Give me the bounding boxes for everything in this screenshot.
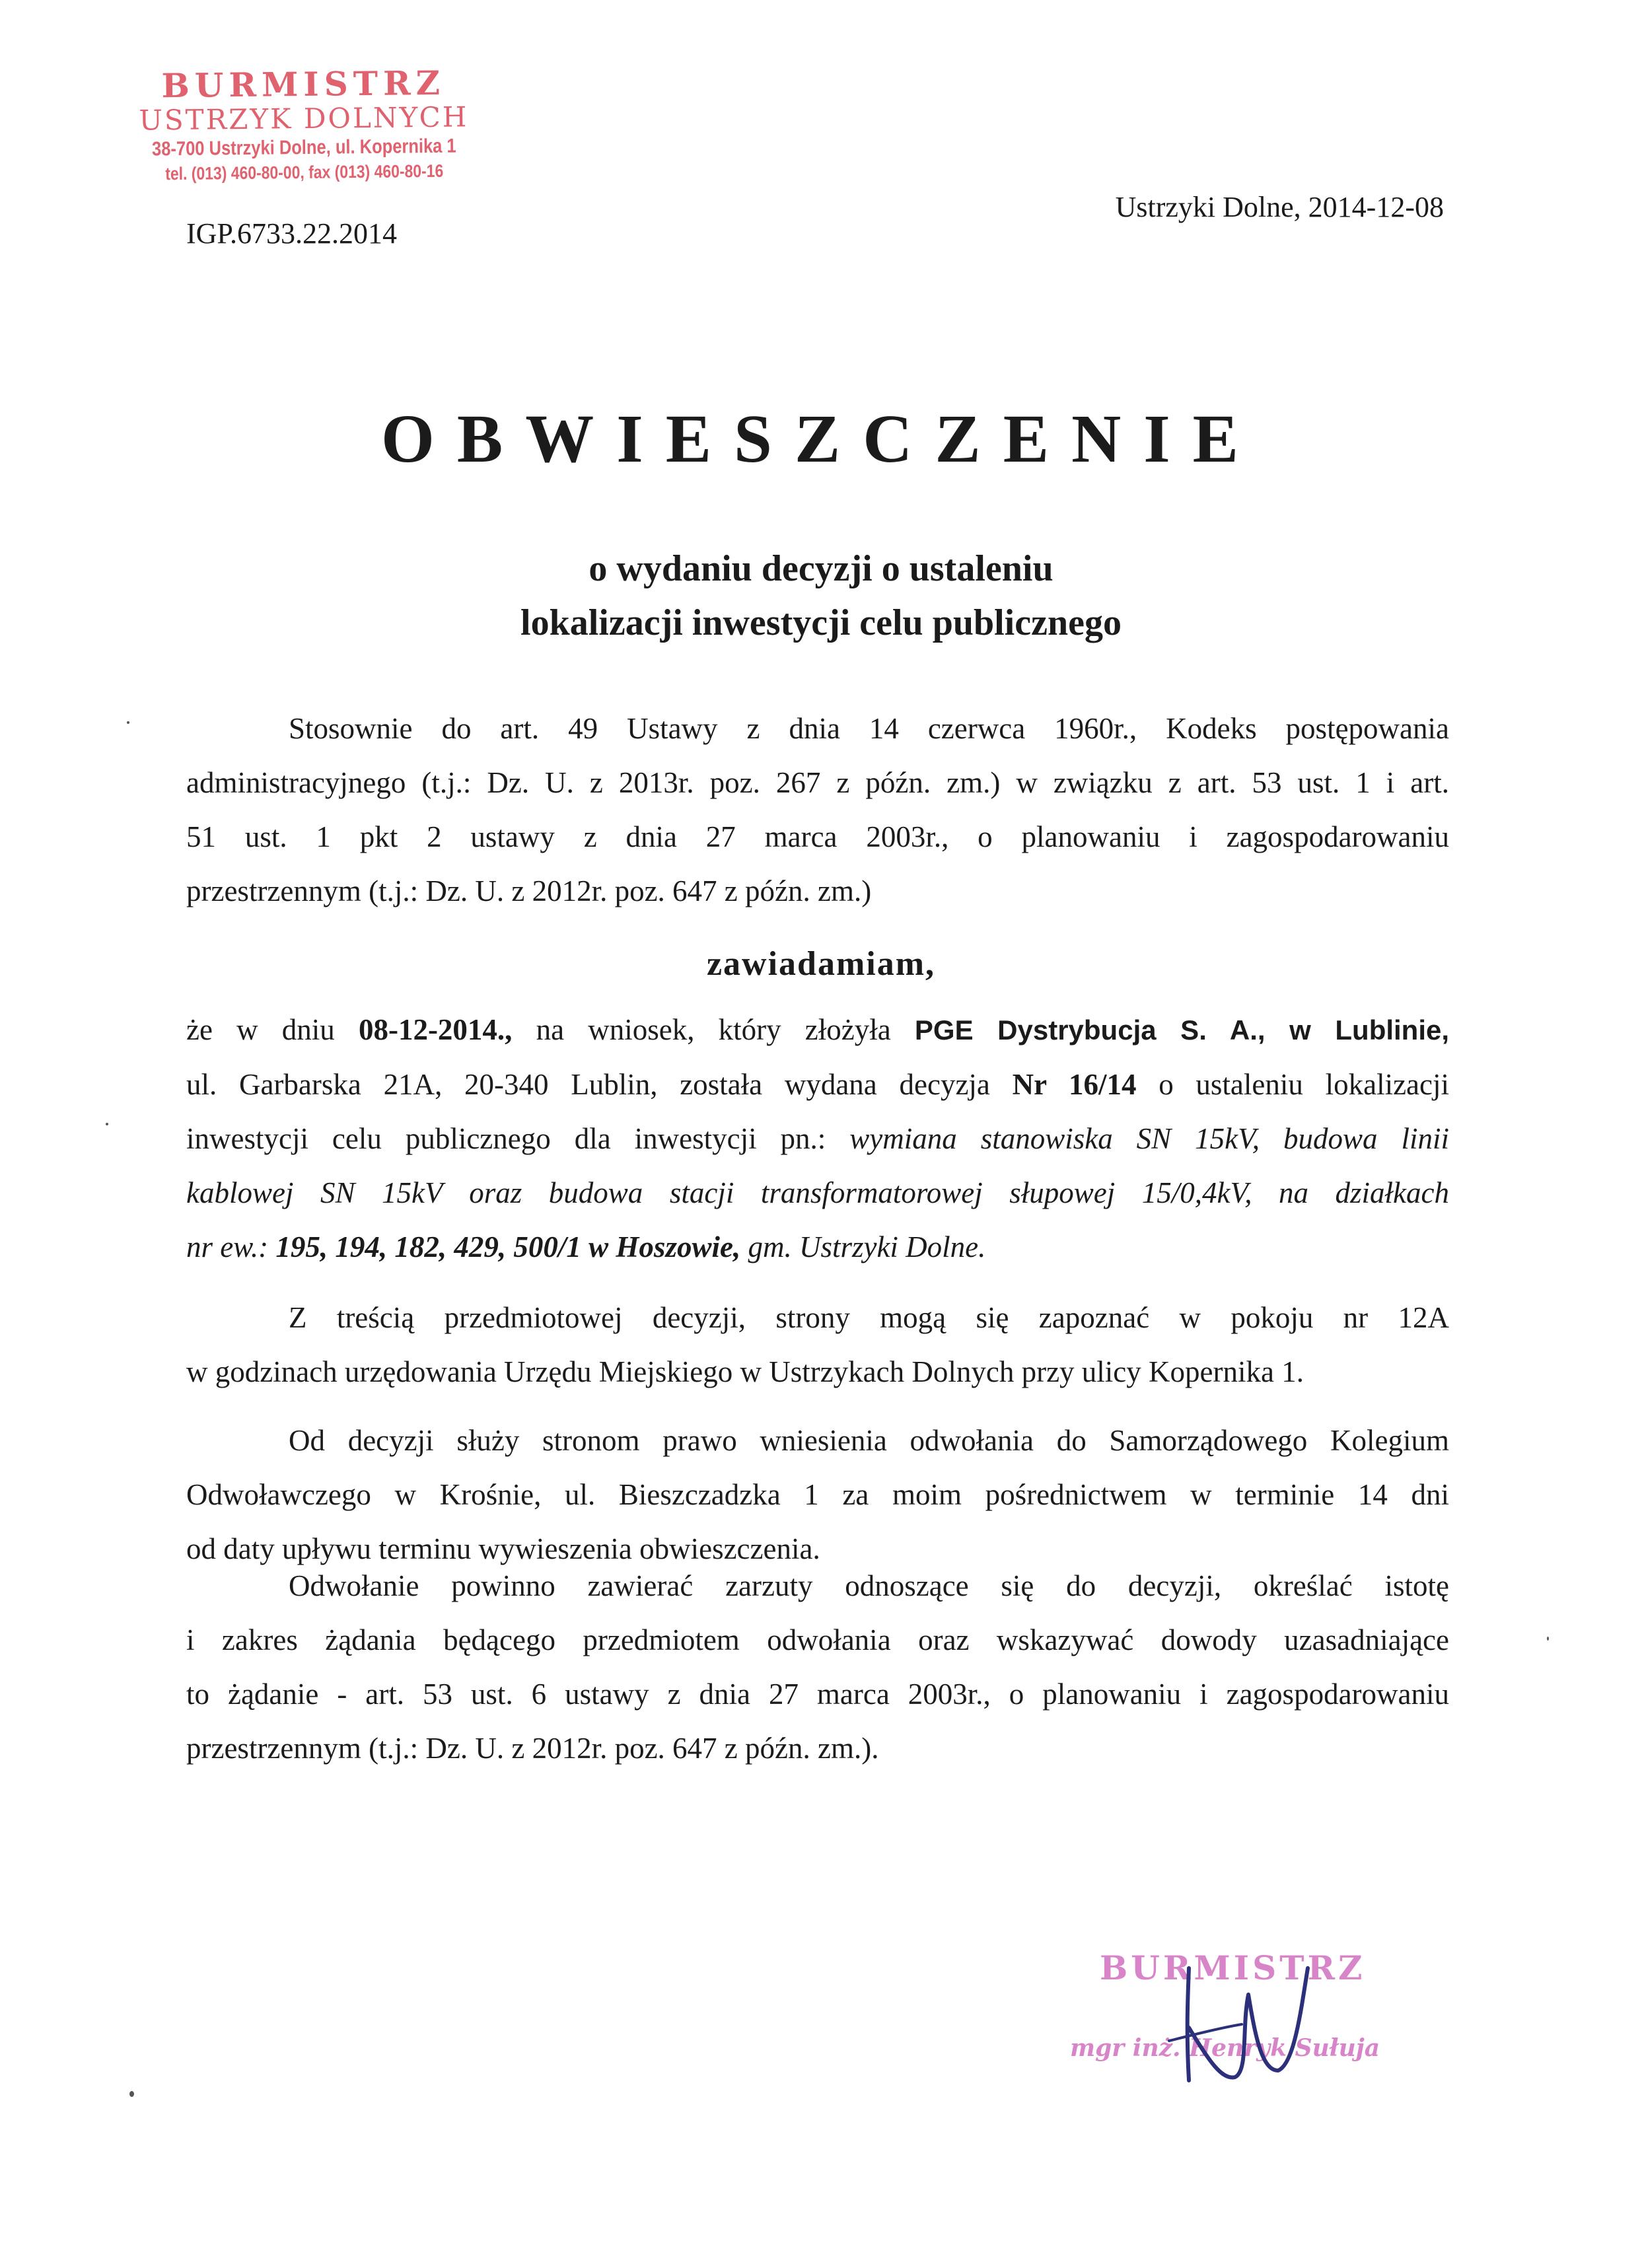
document-title: OBWIESZCZENIE [380, 401, 1262, 477]
plot-numbers: 195, 194, 182, 429, 500/1 w Hoszowie, [275, 1230, 741, 1263]
text: że w dniu [186, 1013, 335, 1046]
document-subtitle [0, 542, 1642, 650]
decision-date: 08-12-2014., [358, 1013, 513, 1046]
decision-line [186, 1220, 1449, 1274]
scan-speck [1547, 1637, 1549, 1641]
intro-line: Stosownie do art. 49 Ustawy z dnia 14 czerwca 1960r., Kodeks postępowania [289, 712, 1449, 745]
subtitle-line-1: o wydaniu decyzji o ustaleniu [589, 548, 1053, 589]
text: ul. Garbarska 21A, 20-340 Lublin, została wydana decyzja [186, 1068, 990, 1101]
text: o ustaleniu lokalizacji [1159, 1068, 1449, 1101]
scan-speck [129, 2091, 134, 2097]
signature-stamp-title: BURMISTRZ [1100, 1948, 1366, 1987]
decision-line: kablowej SN 15kV oraz budowa stacji transformatorowej słupowej 15/0,4kV, na działkach [186, 1176, 1449, 1209]
stamp-address: 38-700 Ustrzyki Dolne, ul. Kopernika 1 [151, 135, 456, 160]
info-line: w godzinach urzędowania Urzędu Miejskiego w Ustrzykach Dolnych przy ulicy Kopernika 1. [186, 1355, 1304, 1388]
info-line: Z treścią przedmiotowej decyzji, strony mogą się zapoznać w pokoju nr 12A [289, 1301, 1449, 1334]
applicant-name: PGE Dystrybucja S. A., w Lublinie, [914, 1014, 1450, 1045]
subtitle-line-2: lokalizacji inwestycji celu publicznego [520, 602, 1122, 643]
requirements-line: to żądanie - art. 53 ust. 6 ustawy z dnia 27 marca 2003r., o planowaniu i zagospodarowaniu [186, 1678, 1449, 1711]
appeal-paragraph [186, 1413, 1449, 1576]
requirements-paragraph [186, 1559, 1449, 1775]
decision-paragraph [186, 1003, 1449, 1274]
decision-line [186, 1112, 1449, 1166]
intro-line: administracyjnego (t.j.: Dz. U. z 2013r. poz. 267 z późn. zm.) w związku z art. 53 ust. 1 i art. [186, 766, 1449, 799]
stamp-line-2: USTRZYK DOLNYCH [139, 100, 469, 137]
intro-line: 51 ust. 1 pkt 2 ustawy z dnia 27 marca 2003r., o planowaniu i zagospodarowaniu [186, 820, 1449, 853]
appeal-line: od daty upływu terminu wywieszenia obwieszczenia. [186, 1532, 820, 1565]
scan-speck [127, 721, 129, 724]
appeal-line: Odwoławczego w Krośnie, ul. Bieszczadzka 1 za moim pośrednictwem w terminie 14 dni [186, 1478, 1449, 1511]
signature-stamp-name: mgr inż. Henryk Sułuja [1070, 2034, 1380, 2062]
office-stamp [105, 64, 503, 186]
reference-number: IGP.6733.22.2014 [186, 217, 398, 250]
text: nr ew.: [186, 1230, 269, 1263]
stamp-phone: tel. (013) 460-80-00, fax (013) 460-80-16 [165, 160, 444, 184]
announcement-word: zawiadamiam, [706, 945, 936, 983]
appeal-line: Od decyzji służy stronom prawo wniesienia odwołania do Samorządowego Kolegium [289, 1424, 1449, 1457]
handwritten-signature [1149, 1929, 1361, 2100]
requirements-line: Odwołanie powinno zawierać zarzuty odnoszące się do decyzji, określać istotę [289, 1569, 1449, 1602]
stamp-line-1: BURMISTRZ [161, 63, 446, 106]
requirements-line: przestrzennym (t.j.: Dz. U. z 2012r. poz. 647 z późn. zm.). [186, 1732, 879, 1765]
decision-line [186, 1003, 1449, 1057]
text: na wniosek, który złożyła [536, 1013, 891, 1046]
intro-line: przestrzennym (t.j.: Dz. U. z 2012r. poz. 647 z późn. zm.) [186, 874, 872, 907]
decision-line [186, 1057, 1449, 1112]
investment-name: wymiana stanowiska SN 15kV, budowa linii [849, 1122, 1449, 1155]
municipality: gm. Ustrzyki Dolne. [748, 1230, 986, 1263]
intro-paragraph [186, 701, 1449, 918]
decision-number: Nr 16/14 [1012, 1068, 1137, 1101]
place-and-date: Ustrzyki Dolne, 2014-12-08 [1115, 191, 1444, 223]
text: inwestycji celu publicznego dla inwestycji pn.: [186, 1122, 826, 1155]
requirements-line: i zakres żądania będącego przedmiotem odwołania oraz wskazywać dowody uzasadniające [186, 1623, 1449, 1656]
info-paragraph [186, 1291, 1449, 1399]
scan-speck [106, 1123, 108, 1125]
